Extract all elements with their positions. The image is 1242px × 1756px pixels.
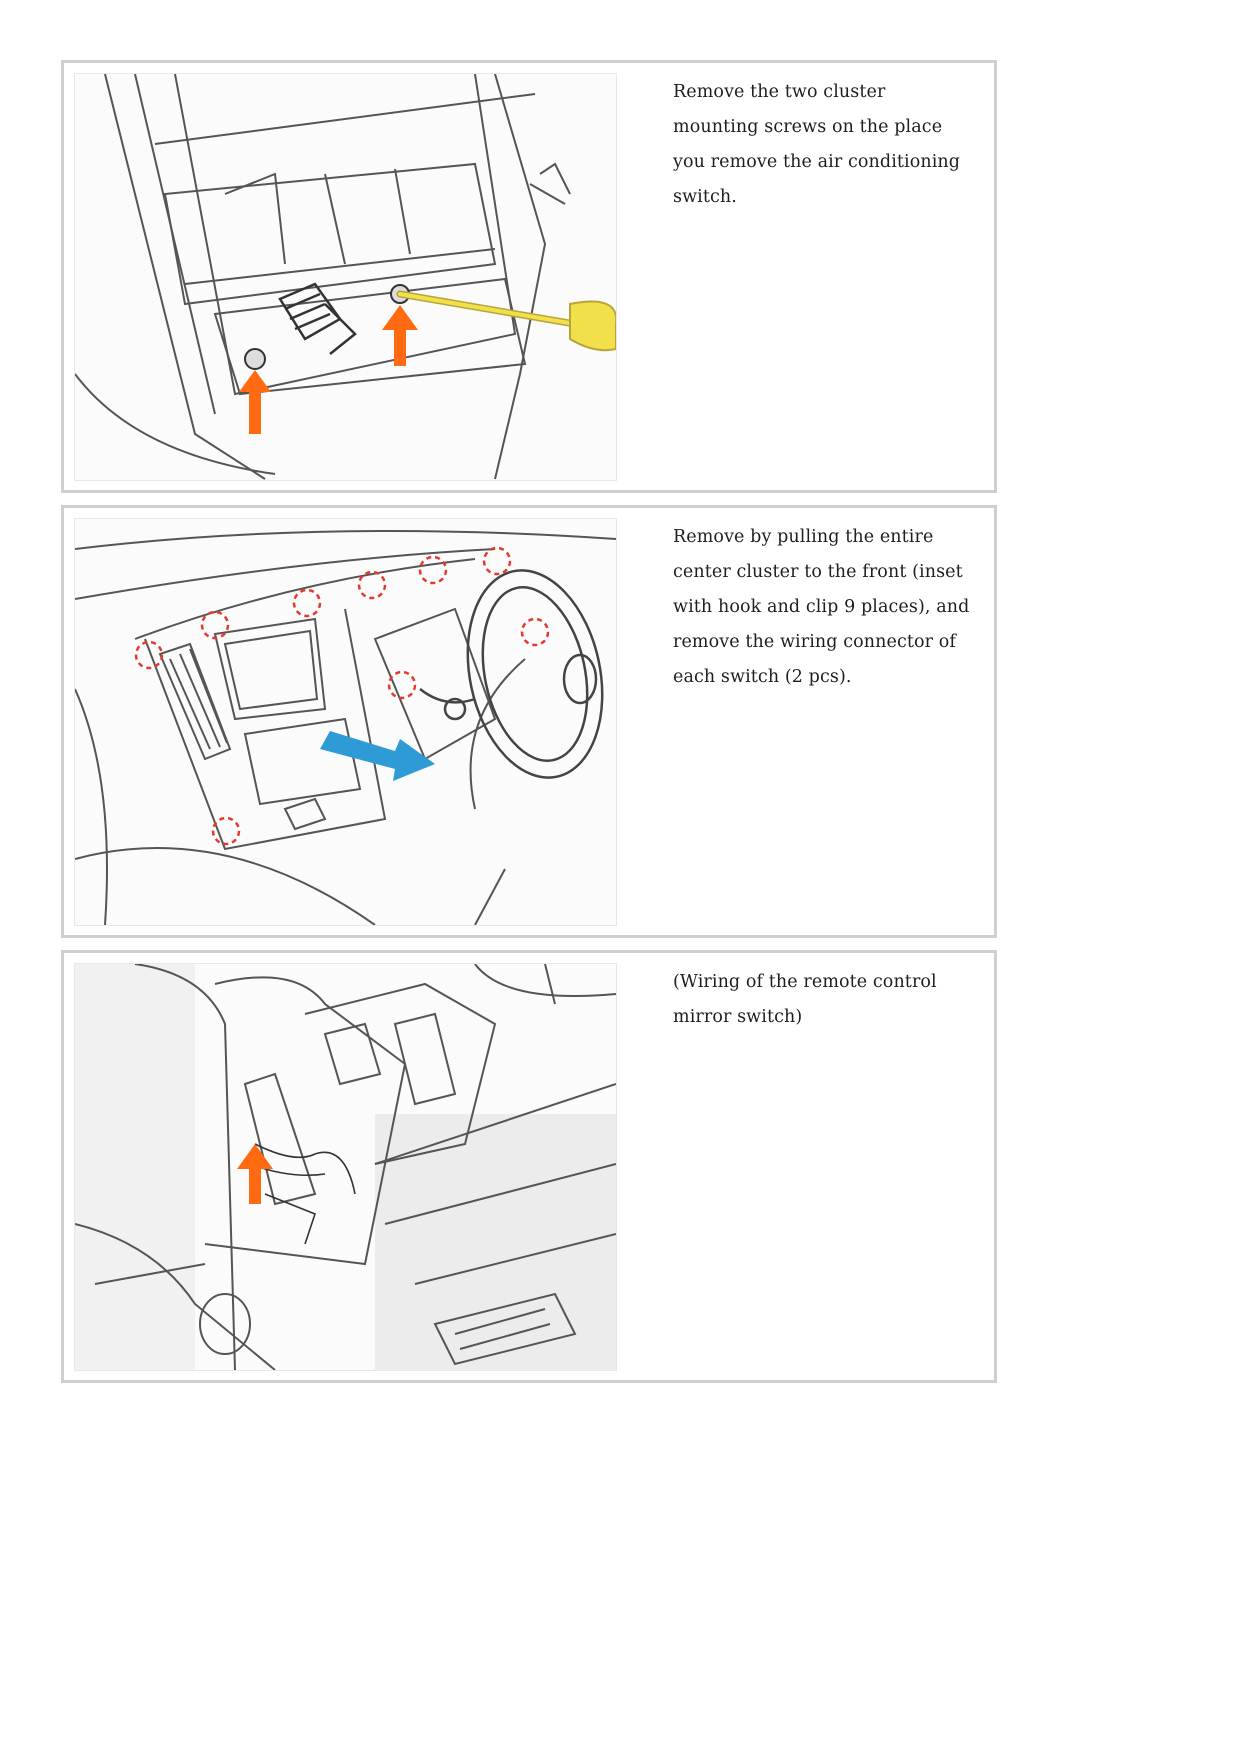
step-caption: (Wiring of the remote control mirror switch) [673, 972, 937, 1027]
illustration-cluster-screws [74, 73, 617, 481]
step-panel-1 [61, 60, 997, 493]
orange-arrow-icon [239, 370, 271, 434]
clip-location-icon [136, 642, 162, 668]
step-panel-3 [61, 950, 997, 1383]
clip-location-icon [294, 590, 320, 616]
clip-location-icon [484, 548, 510, 574]
clip-location-icon [522, 619, 548, 645]
step-caption: Remove the two cluster mounting screws on the place you remove the air conditioning switch. [673, 82, 961, 207]
pull-direction-arrow-icon [320, 731, 435, 781]
clip-location-icon [420, 557, 446, 583]
clip-location-icon [213, 818, 239, 844]
step-panel-2 [61, 505, 997, 938]
screwdriver-icon [400, 294, 616, 350]
illustration-dashboard-clips [74, 518, 617, 926]
step-caption: Remove by pulling the entire center cluster to the front (inset with hook and clip 9 places), and remove the wiring connector of each switch (2 pcs). [673, 527, 970, 687]
screw-left-icon [245, 349, 265, 369]
clip-location-icon [389, 672, 415, 698]
steering-wheel [420, 558, 616, 790]
illustration-mirror-switch-wiring [74, 963, 617, 1371]
